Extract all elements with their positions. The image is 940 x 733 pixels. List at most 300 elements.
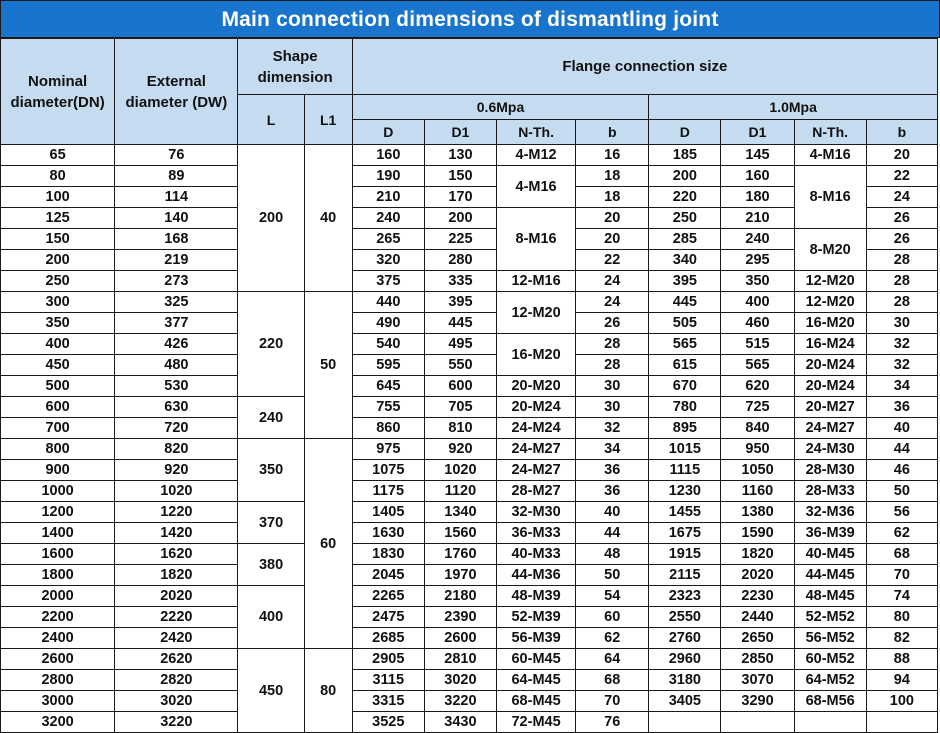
cell-nominal-diameter: 125 xyxy=(1,208,115,229)
cell-D-10: 445 xyxy=(649,292,721,313)
cell-nth-06: 8-M16 xyxy=(497,208,576,271)
cell-D1-10: 3070 xyxy=(721,670,794,691)
cell-nominal-diameter: 1400 xyxy=(1,523,115,544)
cell-nth-10: 56-M52 xyxy=(794,628,866,649)
cell-D-06: 2685 xyxy=(352,628,424,649)
cell-D-10: 615 xyxy=(649,355,721,376)
cell-D1-10: 1050 xyxy=(721,460,794,481)
cell-D1-06: 1340 xyxy=(424,502,496,523)
cell-D-06: 540 xyxy=(352,334,424,355)
cell-nth-06: 24-M27 xyxy=(497,439,576,460)
cell-D1-10: 295 xyxy=(721,250,794,271)
cell-nth-06: 16-M20 xyxy=(497,334,576,376)
cell-nominal-diameter: 150 xyxy=(1,229,115,250)
cell-b-06: 28 xyxy=(576,355,649,376)
cell-nth-10: 32-M36 xyxy=(794,502,866,523)
cell-D-10: 285 xyxy=(649,229,721,250)
cell-nth-10: 64-M52 xyxy=(794,670,866,691)
cell-D1-10: 840 xyxy=(721,418,794,439)
cell-L: 350 xyxy=(238,439,304,502)
table-row xyxy=(1,607,938,628)
cell-external-diameter: 480 xyxy=(115,355,238,376)
cell-D-10: 505 xyxy=(649,313,721,334)
cell-D1-10: 1820 xyxy=(721,544,794,565)
cell-external-diameter: 377 xyxy=(115,313,238,334)
cell-nth-06: 12-M20 xyxy=(497,292,576,334)
cell-D-10: 1015 xyxy=(649,439,721,460)
cell-D1-10 xyxy=(721,712,794,733)
cell-b-06: 24 xyxy=(576,271,649,292)
cell-D1-06: 225 xyxy=(424,229,496,250)
cell-b-06: 26 xyxy=(576,313,649,334)
cell-b-10: 100 xyxy=(866,691,937,712)
cell-b-06: 36 xyxy=(576,460,649,481)
cell-D1-10: 2020 xyxy=(721,565,794,586)
cell-D1-06: 200 xyxy=(424,208,496,229)
cell-b-10: 46 xyxy=(866,460,937,481)
cell-nth-06: 36-M33 xyxy=(497,523,576,544)
cell-b-06: 70 xyxy=(576,691,649,712)
cell-external-diameter: 3020 xyxy=(115,691,238,712)
header-D1-06: D1 xyxy=(424,120,496,145)
cell-b-10: 32 xyxy=(866,334,937,355)
table-row xyxy=(1,397,938,418)
cell-nth-06: 48-M39 xyxy=(497,586,576,607)
header-external-diameter: External diameter (DW) xyxy=(115,39,238,145)
cell-nominal-diameter: 600 xyxy=(1,397,115,418)
table-row xyxy=(1,292,938,313)
cell-external-diameter: 76 xyxy=(115,145,238,166)
cell-nth-06: 40-M33 xyxy=(497,544,576,565)
cell-D1-06: 1760 xyxy=(424,544,496,565)
cell-nominal-diameter: 700 xyxy=(1,418,115,439)
cell-D1-06: 3020 xyxy=(424,670,496,691)
cell-D1-06: 335 xyxy=(424,271,496,292)
cell-nominal-diameter: 400 xyxy=(1,334,115,355)
cell-D1-06: 550 xyxy=(424,355,496,376)
cell-external-diameter: 720 xyxy=(115,418,238,439)
cell-b-10: 56 xyxy=(866,502,937,523)
cell-D1-06: 1120 xyxy=(424,481,496,502)
cell-external-diameter: 426 xyxy=(115,334,238,355)
cell-external-diameter: 2220 xyxy=(115,607,238,628)
cell-D-10: 1115 xyxy=(649,460,721,481)
table-body xyxy=(1,145,938,733)
cell-D1-10: 950 xyxy=(721,439,794,460)
cell-D1-06: 810 xyxy=(424,418,496,439)
cell-D1-06: 445 xyxy=(424,313,496,334)
cell-nth-10: 52-M52 xyxy=(794,607,866,628)
cell-external-diameter: 2420 xyxy=(115,628,238,649)
cell-external-diameter: 1820 xyxy=(115,565,238,586)
cell-b-06: 22 xyxy=(576,250,649,271)
table-row xyxy=(1,460,938,481)
cell-nth-10: 16-M20 xyxy=(794,313,866,334)
cell-D1-06: 2390 xyxy=(424,607,496,628)
cell-b-06: 40 xyxy=(576,502,649,523)
table-row xyxy=(1,712,938,733)
cell-nth-06: 68-M45 xyxy=(497,691,576,712)
cell-D-10: 250 xyxy=(649,208,721,229)
cell-b-06: 18 xyxy=(576,166,649,187)
cell-nth-10: 20-M27 xyxy=(794,397,866,418)
cell-L: 200 xyxy=(238,145,304,292)
cell-nth-06: 44-M36 xyxy=(497,565,576,586)
cell-D1-10: 2440 xyxy=(721,607,794,628)
table-row xyxy=(1,586,938,607)
cell-D-10: 895 xyxy=(649,418,721,439)
cell-D-10: 670 xyxy=(649,376,721,397)
cell-D1-06: 2600 xyxy=(424,628,496,649)
cell-D-10: 1230 xyxy=(649,481,721,502)
cell-D-06: 595 xyxy=(352,355,424,376)
cell-nominal-diameter: 80 xyxy=(1,166,115,187)
cell-nth-10: 40-M45 xyxy=(794,544,866,565)
cell-nominal-diameter: 250 xyxy=(1,271,115,292)
cell-D1-10: 620 xyxy=(721,376,794,397)
cell-D-10: 565 xyxy=(649,334,721,355)
cell-D-06: 1830 xyxy=(352,544,424,565)
cell-external-diameter: 273 xyxy=(115,271,238,292)
cell-b-06: 64 xyxy=(576,649,649,670)
cell-nth-10: 28-M33 xyxy=(794,481,866,502)
cell-external-diameter: 2820 xyxy=(115,670,238,691)
cell-external-diameter: 920 xyxy=(115,460,238,481)
cell-D-10: 3405 xyxy=(649,691,721,712)
cell-D-06: 1175 xyxy=(352,481,424,502)
table-row xyxy=(1,229,938,250)
cell-b-06: 76 xyxy=(576,712,649,733)
cell-external-diameter: 219 xyxy=(115,250,238,271)
header-pressure-0-6: 0.6Mpa xyxy=(352,95,649,120)
cell-D1-10: 145 xyxy=(721,145,794,166)
cell-b-10: 74 xyxy=(866,586,937,607)
cell-D1-10: 460 xyxy=(721,313,794,334)
table-row xyxy=(1,691,938,712)
cell-D-10: 2760 xyxy=(649,628,721,649)
cell-nth-10: 36-M39 xyxy=(794,523,866,544)
cell-D-06: 490 xyxy=(352,313,424,334)
cell-D-06: 375 xyxy=(352,271,424,292)
cell-external-diameter: 820 xyxy=(115,439,238,460)
cell-L: 400 xyxy=(238,586,304,649)
cell-D1-06: 1020 xyxy=(424,460,496,481)
cell-external-diameter: 1020 xyxy=(115,481,238,502)
header-flange-connection-size: Flange connection size xyxy=(352,39,937,95)
cell-D-10: 3180 xyxy=(649,670,721,691)
cell-D-06: 160 xyxy=(352,145,424,166)
cell-nominal-diameter: 1000 xyxy=(1,481,115,502)
cell-D1-06: 170 xyxy=(424,187,496,208)
cell-D-06: 210 xyxy=(352,187,424,208)
table-row xyxy=(1,544,938,565)
cell-nth-10: 8-M16 xyxy=(794,166,866,229)
cell-D1-10: 400 xyxy=(721,292,794,313)
cell-nth-06: 60-M45 xyxy=(497,649,576,670)
cell-external-diameter: 630 xyxy=(115,397,238,418)
table-row xyxy=(1,481,938,502)
cell-nth-06: 20-M24 xyxy=(497,397,576,418)
cell-nominal-diameter: 2800 xyxy=(1,670,115,691)
cell-b-06: 50 xyxy=(576,565,649,586)
cell-D-06: 440 xyxy=(352,292,424,313)
cell-D1-06: 1560 xyxy=(424,523,496,544)
cell-nth-06: 20-M20 xyxy=(497,376,576,397)
cell-D-06: 1405 xyxy=(352,502,424,523)
header-shape-dimension: Shape dimension xyxy=(238,39,352,95)
cell-b-06: 20 xyxy=(576,229,649,250)
cell-b-06: 68 xyxy=(576,670,649,691)
cell-D1-06: 150 xyxy=(424,166,496,187)
cell-nth-10: 44-M45 xyxy=(794,565,866,586)
cell-D1-06: 395 xyxy=(424,292,496,313)
cell-external-diameter: 2020 xyxy=(115,586,238,607)
cell-D1-06: 920 xyxy=(424,439,496,460)
cell-nth-06: 64-M45 xyxy=(497,670,576,691)
cell-b-10: 22 xyxy=(866,166,937,187)
cell-nth-10: 24-M30 xyxy=(794,439,866,460)
cell-D-06: 1075 xyxy=(352,460,424,481)
cell-b-10: 50 xyxy=(866,481,937,502)
cell-b-06: 62 xyxy=(576,628,649,649)
cell-nominal-diameter: 500 xyxy=(1,376,115,397)
cell-nth-10: 60-M52 xyxy=(794,649,866,670)
cell-D-06: 3115 xyxy=(352,670,424,691)
cell-nominal-diameter: 1600 xyxy=(1,544,115,565)
cell-D-10: 2550 xyxy=(649,607,721,628)
cell-nominal-diameter: 200 xyxy=(1,250,115,271)
cell-nth-10: 20-M24 xyxy=(794,376,866,397)
cell-D1-10: 160 xyxy=(721,166,794,187)
cell-D-06: 2475 xyxy=(352,607,424,628)
cell-D-06: 190 xyxy=(352,166,424,187)
header-D-10: D xyxy=(649,120,721,145)
cell-D-10: 185 xyxy=(649,145,721,166)
cell-b-10: 26 xyxy=(866,229,937,250)
cell-D-10: 2323 xyxy=(649,586,721,607)
cell-L1: 50 xyxy=(304,292,352,439)
cell-L1: 80 xyxy=(304,649,352,733)
cell-b-10 xyxy=(866,712,937,733)
cell-D-06: 2905 xyxy=(352,649,424,670)
table-row xyxy=(1,523,938,544)
cell-b-06: 60 xyxy=(576,607,649,628)
cell-L1: 40 xyxy=(304,145,352,292)
cell-D-06: 755 xyxy=(352,397,424,418)
cell-D1-10: 515 xyxy=(721,334,794,355)
cell-b-06: 28 xyxy=(576,334,649,355)
table-row xyxy=(1,502,938,523)
table-row xyxy=(1,565,938,586)
cell-nth-06: 4-M12 xyxy=(497,145,576,166)
cell-nth-10: 28-M30 xyxy=(794,460,866,481)
cell-nth-10: 12-M20 xyxy=(794,292,866,313)
cell-D-10: 780 xyxy=(649,397,721,418)
cell-b-06: 36 xyxy=(576,481,649,502)
cell-D1-06: 495 xyxy=(424,334,496,355)
cell-D1-06: 130 xyxy=(424,145,496,166)
cell-D-10: 220 xyxy=(649,187,721,208)
cell-D-06: 2045 xyxy=(352,565,424,586)
cell-b-06: 24 xyxy=(576,292,649,313)
table-row xyxy=(1,145,938,166)
cell-L: 450 xyxy=(238,649,304,733)
cell-external-diameter: 168 xyxy=(115,229,238,250)
cell-b-10: 28 xyxy=(866,250,937,271)
cell-D-06: 645 xyxy=(352,376,424,397)
cell-nominal-diameter: 1800 xyxy=(1,565,115,586)
cell-D-10 xyxy=(649,712,721,733)
cell-D-10: 1915 xyxy=(649,544,721,565)
cell-b-10: 30 xyxy=(866,313,937,334)
cell-D1-10: 2650 xyxy=(721,628,794,649)
cell-b-10: 26 xyxy=(866,208,937,229)
cell-D-06: 3525 xyxy=(352,712,424,733)
cell-nth-06: 56-M39 xyxy=(497,628,576,649)
cell-D1-10: 725 xyxy=(721,397,794,418)
cell-D-10: 1455 xyxy=(649,502,721,523)
cell-D1-06: 280 xyxy=(424,250,496,271)
cell-external-diameter: 1420 xyxy=(115,523,238,544)
cell-nth-06: 32-M30 xyxy=(497,502,576,523)
table-row xyxy=(1,376,938,397)
cell-b-10: 80 xyxy=(866,607,937,628)
cell-nominal-diameter: 3200 xyxy=(1,712,115,733)
cell-D1-10: 210 xyxy=(721,208,794,229)
cell-D-06: 240 xyxy=(352,208,424,229)
cell-nth-10: 12-M20 xyxy=(794,271,866,292)
cell-D1-10: 2230 xyxy=(721,586,794,607)
cell-external-diameter: 114 xyxy=(115,187,238,208)
cell-D1-06: 2180 xyxy=(424,586,496,607)
cell-b-10: 44 xyxy=(866,439,937,460)
cell-nominal-diameter: 2200 xyxy=(1,607,115,628)
cell-b-06: 32 xyxy=(576,418,649,439)
cell-b-06: 44 xyxy=(576,523,649,544)
cell-b-10: 32 xyxy=(866,355,937,376)
cell-external-diameter: 1620 xyxy=(115,544,238,565)
table-row xyxy=(1,166,938,187)
cell-nth-06: 4-M16 xyxy=(497,166,576,208)
cell-nominal-diameter: 100 xyxy=(1,187,115,208)
cell-nth-06: 24-M24 xyxy=(497,418,576,439)
cell-nth-10: 20-M24 xyxy=(794,355,866,376)
cell-nominal-diameter: 350 xyxy=(1,313,115,334)
table-row xyxy=(1,439,938,460)
cell-b-06: 30 xyxy=(576,397,649,418)
cell-D1-06: 3430 xyxy=(424,712,496,733)
cell-b-06: 18 xyxy=(576,187,649,208)
cell-nominal-diameter: 3000 xyxy=(1,691,115,712)
cell-L: 370 xyxy=(238,502,304,544)
cell-D-10: 2115 xyxy=(649,565,721,586)
cell-L: 220 xyxy=(238,292,304,397)
cell-nominal-diameter: 2600 xyxy=(1,649,115,670)
cell-D1-10: 1380 xyxy=(721,502,794,523)
cell-D1-10: 565 xyxy=(721,355,794,376)
cell-D-10: 200 xyxy=(649,166,721,187)
header-D-06: D xyxy=(352,120,424,145)
table-row xyxy=(1,418,938,439)
cell-D1-10: 240 xyxy=(721,229,794,250)
cell-nth-10: 48-M45 xyxy=(794,586,866,607)
cell-b-10: 82 xyxy=(866,628,937,649)
cell-L: 240 xyxy=(238,397,304,439)
cell-nominal-diameter: 800 xyxy=(1,439,115,460)
cell-b-10: 88 xyxy=(866,649,937,670)
header-b-06: b xyxy=(576,120,649,145)
cell-b-06: 48 xyxy=(576,544,649,565)
cell-b-10: 40 xyxy=(866,418,937,439)
cell-b-10: 28 xyxy=(866,271,937,292)
cell-nth-10: 16-M24 xyxy=(794,334,866,355)
header-nth-10: N-Th. xyxy=(794,120,866,145)
table-row xyxy=(1,355,938,376)
table-row xyxy=(1,649,938,670)
cell-nth-10: 68-M56 xyxy=(794,691,866,712)
cell-D1-10: 1160 xyxy=(721,481,794,502)
header-L1: L1 xyxy=(304,95,352,145)
cell-D-10: 2960 xyxy=(649,649,721,670)
cell-b-10: 20 xyxy=(866,145,937,166)
cell-b-10: 24 xyxy=(866,187,937,208)
cell-b-06: 30 xyxy=(576,376,649,397)
cell-nth-10 xyxy=(794,712,866,733)
cell-external-diameter: 2620 xyxy=(115,649,238,670)
cell-b-10: 36 xyxy=(866,397,937,418)
cell-D-10: 395 xyxy=(649,271,721,292)
cell-D1-10: 3290 xyxy=(721,691,794,712)
cell-D-06: 860 xyxy=(352,418,424,439)
table-row xyxy=(1,334,938,355)
table-row xyxy=(1,670,938,691)
cell-D1-06: 705 xyxy=(424,397,496,418)
cell-b-06: 16 xyxy=(576,145,649,166)
table-row xyxy=(1,271,938,292)
cell-D-10: 340 xyxy=(649,250,721,271)
cell-b-10: 62 xyxy=(866,523,937,544)
cell-nominal-diameter: 300 xyxy=(1,292,115,313)
cell-D-06: 975 xyxy=(352,439,424,460)
cell-nth-10: 8-M20 xyxy=(794,229,866,271)
cell-D1-06: 600 xyxy=(424,376,496,397)
cell-b-10: 34 xyxy=(866,376,937,397)
cell-D-06: 320 xyxy=(352,250,424,271)
cell-b-10: 70 xyxy=(866,565,937,586)
cell-b-06: 54 xyxy=(576,586,649,607)
cell-b-06: 34 xyxy=(576,439,649,460)
cell-b-10: 68 xyxy=(866,544,937,565)
header-b-10: b xyxy=(866,120,937,145)
table-row xyxy=(1,313,938,334)
cell-D-06: 1630 xyxy=(352,523,424,544)
cell-nth-06: 28-M27 xyxy=(497,481,576,502)
cell-L1: 60 xyxy=(304,439,352,649)
header-pressure-1-0: 1.0Mpa xyxy=(649,95,938,120)
cell-D-06: 2265 xyxy=(352,586,424,607)
cell-nominal-diameter: 2400 xyxy=(1,628,115,649)
cell-L: 380 xyxy=(238,544,304,586)
cell-D1-06: 3220 xyxy=(424,691,496,712)
cell-D1-10: 350 xyxy=(721,271,794,292)
cell-b-10: 28 xyxy=(866,292,937,313)
cell-external-diameter: 325 xyxy=(115,292,238,313)
cell-D1-06: 1970 xyxy=(424,565,496,586)
header-L: L xyxy=(238,95,304,145)
cell-b-06: 20 xyxy=(576,208,649,229)
cell-external-diameter: 89 xyxy=(115,166,238,187)
cell-nth-06: 24-M27 xyxy=(497,460,576,481)
